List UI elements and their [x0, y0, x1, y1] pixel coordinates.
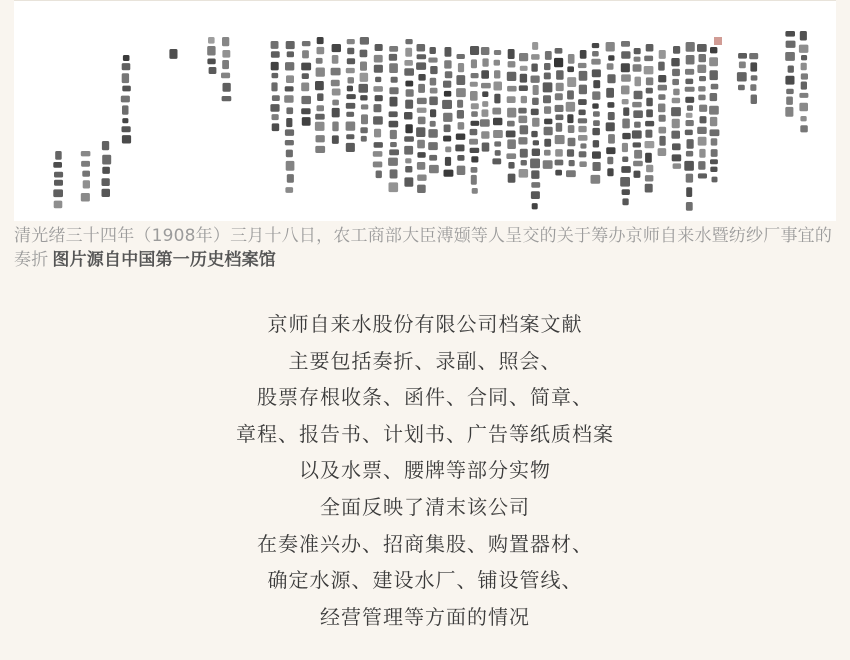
manuscript-column — [684, 42, 695, 211]
manuscript-column — [506, 49, 517, 183]
manuscript-column — [469, 46, 479, 194]
manuscript-column — [301, 41, 311, 126]
manuscript-column — [315, 37, 325, 153]
manuscript-column — [480, 47, 491, 152]
seal-mark — [714, 37, 722, 45]
manuscript-column — [428, 47, 439, 173]
manuscript-column — [442, 47, 453, 177]
manuscript-column — [697, 44, 707, 179]
body-text — [0, 306, 850, 635]
caption-text: 清光绪三十四年（1908年）三月十八日，农工商部大臣溥颋等人呈交的关于筹办京师自来水暨纺纱厂事宜的奏折 — [14, 226, 833, 270]
manuscript-column — [221, 37, 231, 101]
manuscript-column — [543, 51, 553, 169]
manuscript-column — [632, 48, 643, 178]
manuscript-column — [591, 43, 601, 184]
manuscript-column — [749, 53, 758, 104]
body-line: 股票存根收条、函件、合同、简章、 — [257, 385, 593, 410]
manuscript-column — [606, 42, 616, 176]
manuscript-column — [799, 31, 809, 132]
manuscript-column — [566, 54, 577, 177]
manuscript-column — [518, 53, 528, 178]
manuscript-column — [53, 151, 63, 208]
manuscript-column — [346, 39, 356, 152]
manuscript-column — [270, 41, 279, 131]
body-line: 主要包括奏折、录副、照会、 — [288, 348, 562, 373]
manuscript-column — [455, 54, 466, 175]
body-line: 在奏准兴办、招商集股、购置器材、 — [257, 531, 593, 556]
manuscript-column — [331, 44, 341, 144]
manuscript-column — [644, 44, 655, 193]
manuscript-column — [284, 41, 295, 193]
manuscript-column — [671, 46, 681, 169]
manuscript-column — [492, 50, 502, 164]
body-line: 京师自来水股份有限公司档案文献 — [267, 312, 583, 336]
manuscript-column — [121, 55, 131, 144]
manuscript-column — [169, 49, 177, 59]
manuscript-column — [737, 53, 747, 90]
manuscript-column — [416, 44, 427, 193]
body-line: 章程、报告书、计划书、广告等纸质档案 — [236, 421, 614, 446]
manuscript-column — [578, 50, 588, 167]
manuscript-image — [14, 0, 836, 221]
body-line: 确定水源、建设水厂、铺设管线、 — [267, 568, 583, 593]
manuscript-figure — [14, 0, 836, 221]
manuscript-column — [785, 31, 795, 117]
body-line: 经营管理等方面的情况 — [320, 604, 530, 629]
manuscript-column — [620, 41, 631, 205]
body-line: 以及水票、腰牌等部分实物 — [299, 458, 551, 483]
manuscript-column — [207, 37, 216, 74]
manuscript-column — [709, 47, 719, 182]
manuscript-column — [81, 151, 91, 202]
manuscript-column — [530, 42, 540, 209]
caption-credit: 图片源自中国第一历史档案馆 — [52, 250, 277, 270]
manuscript-column — [359, 37, 370, 142]
manuscript-column — [102, 141, 112, 197]
manuscript-svg — [14, 1, 836, 221]
manuscript-column — [404, 39, 414, 187]
manuscript-column — [388, 46, 399, 192]
manuscript-column — [554, 48, 565, 176]
image-caption — [14, 224, 840, 272]
manuscript-column — [658, 50, 667, 156]
manuscript-column — [373, 44, 383, 178]
body-line: 全面反映了清末该公司 — [320, 494, 530, 519]
